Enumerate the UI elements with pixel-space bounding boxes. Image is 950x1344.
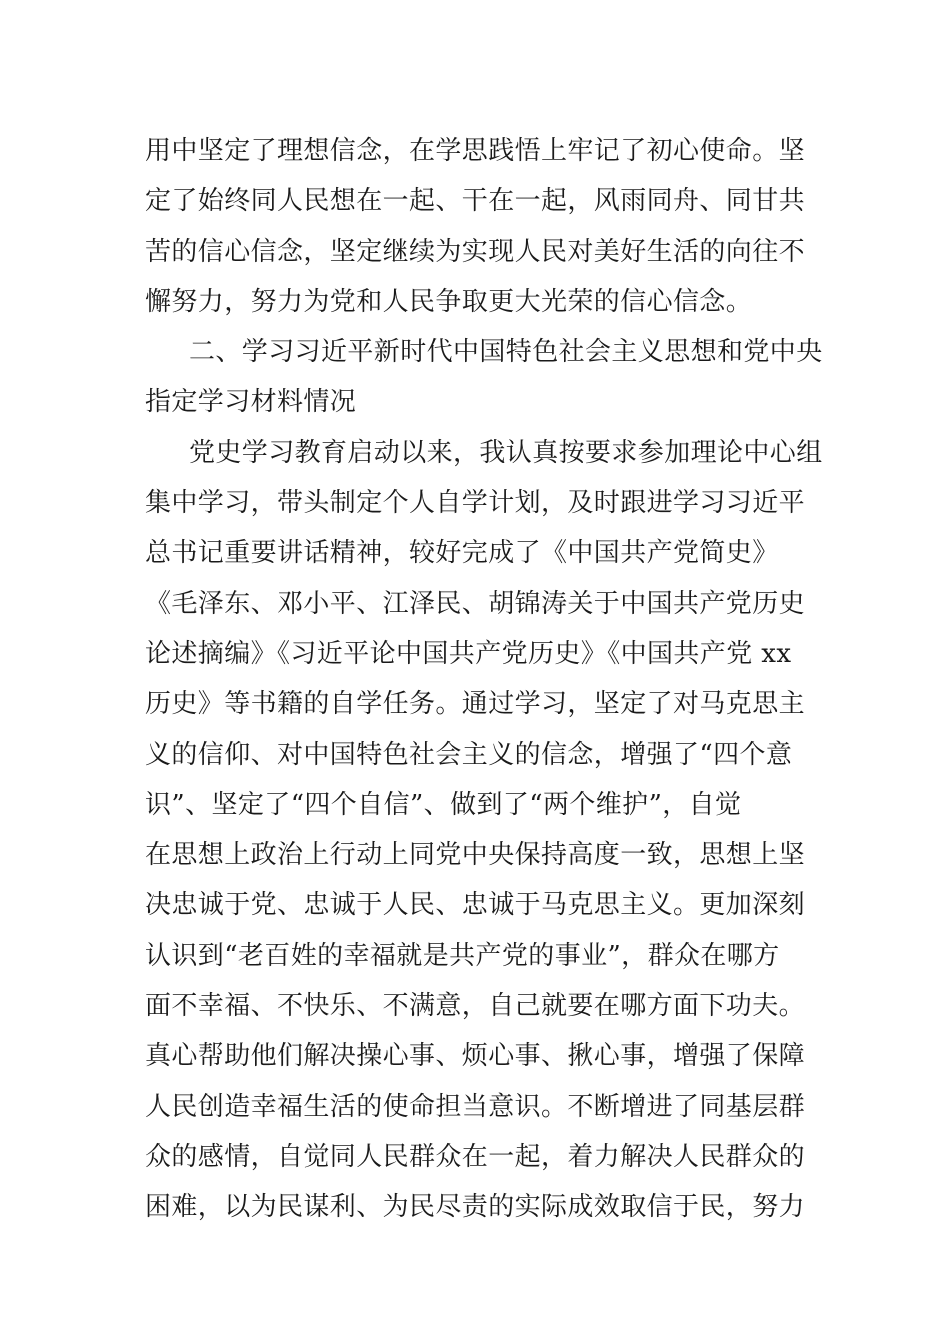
text-line: 困难，以为民谋利、为民尽责的实际成效取信于民，努力 bbox=[145, 1192, 806, 1223]
text-line: 决忠诚于党、忠诚于人民、忠诚于马克思主义。更加深刻 bbox=[145, 890, 806, 921]
text-line: 总书记重要讲话精神，较好完成了《中国共产党简史》 bbox=[145, 538, 779, 569]
text-line: 义的信仰、对中国特色社会主义的信念，增强了“四个意 bbox=[145, 739, 793, 770]
text-line: 定了始终同人民想在一起、干在一起，风雨同舟、同甘共 bbox=[145, 186, 806, 217]
text-line: 集中学习，带头制定个人自学计划，及时跟进学习习近平 bbox=[145, 488, 806, 519]
text-line: 认识到“老百姓的幸福就是共产党的事业”，群众在哪方 bbox=[145, 940, 780, 971]
section-heading-line: 指定学习材料情况 bbox=[145, 387, 357, 418]
text-line: 《毛泽东、邓小平、江泽民、胡锦涛关于中国共产党历史 bbox=[145, 588, 806, 619]
text-line: 识”、坚定了“四个自信”、做到了“两个维护”，自觉 bbox=[145, 789, 742, 820]
text-line: 历史》等书籍的自学任务。通过学习，坚定了对马克思主 bbox=[145, 689, 806, 720]
text-line: 真心帮助他们解决操心事、烦心事、揪心事，增强了保障 bbox=[145, 1041, 806, 1072]
text-line: 用中坚定了理想信念，在学思践悟上牢记了初心使命。坚 bbox=[145, 136, 806, 166]
text-line: 论述摘编》《习近平论中国共产党历史》《中国共产党 xx bbox=[145, 638, 792, 669]
text-line: 懈努力，努力为党和人民争取更大光荣的信心信念。 bbox=[145, 286, 753, 317]
paragraph-first-line: 党史学习教育启动以来，我认真按要求参加理论中心组 bbox=[189, 437, 823, 468]
text-line: 苦的信心信念，坚定继续为实现人民对美好生活的向往不 bbox=[145, 236, 806, 267]
text-line: 在思想上政治上行动上同党中央保持高度一致，思想上坚 bbox=[145, 840, 806, 871]
section-heading-line: 二、学习习近平新时代中国特色社会主义思想和党中央 bbox=[189, 337, 823, 368]
text-line: 人民创造幸福生活的使命担当意识。不断增进了同基层群 bbox=[145, 1091, 806, 1122]
document-body bbox=[145, 126, 823, 1233]
text-line: 面不幸福、不快乐、不满意，自己就要在哪方面下功夫。 bbox=[145, 991, 806, 1022]
text-line: 众的感情，自觉同人民群众在一起，着力解决人民群众的 bbox=[145, 1141, 806, 1172]
